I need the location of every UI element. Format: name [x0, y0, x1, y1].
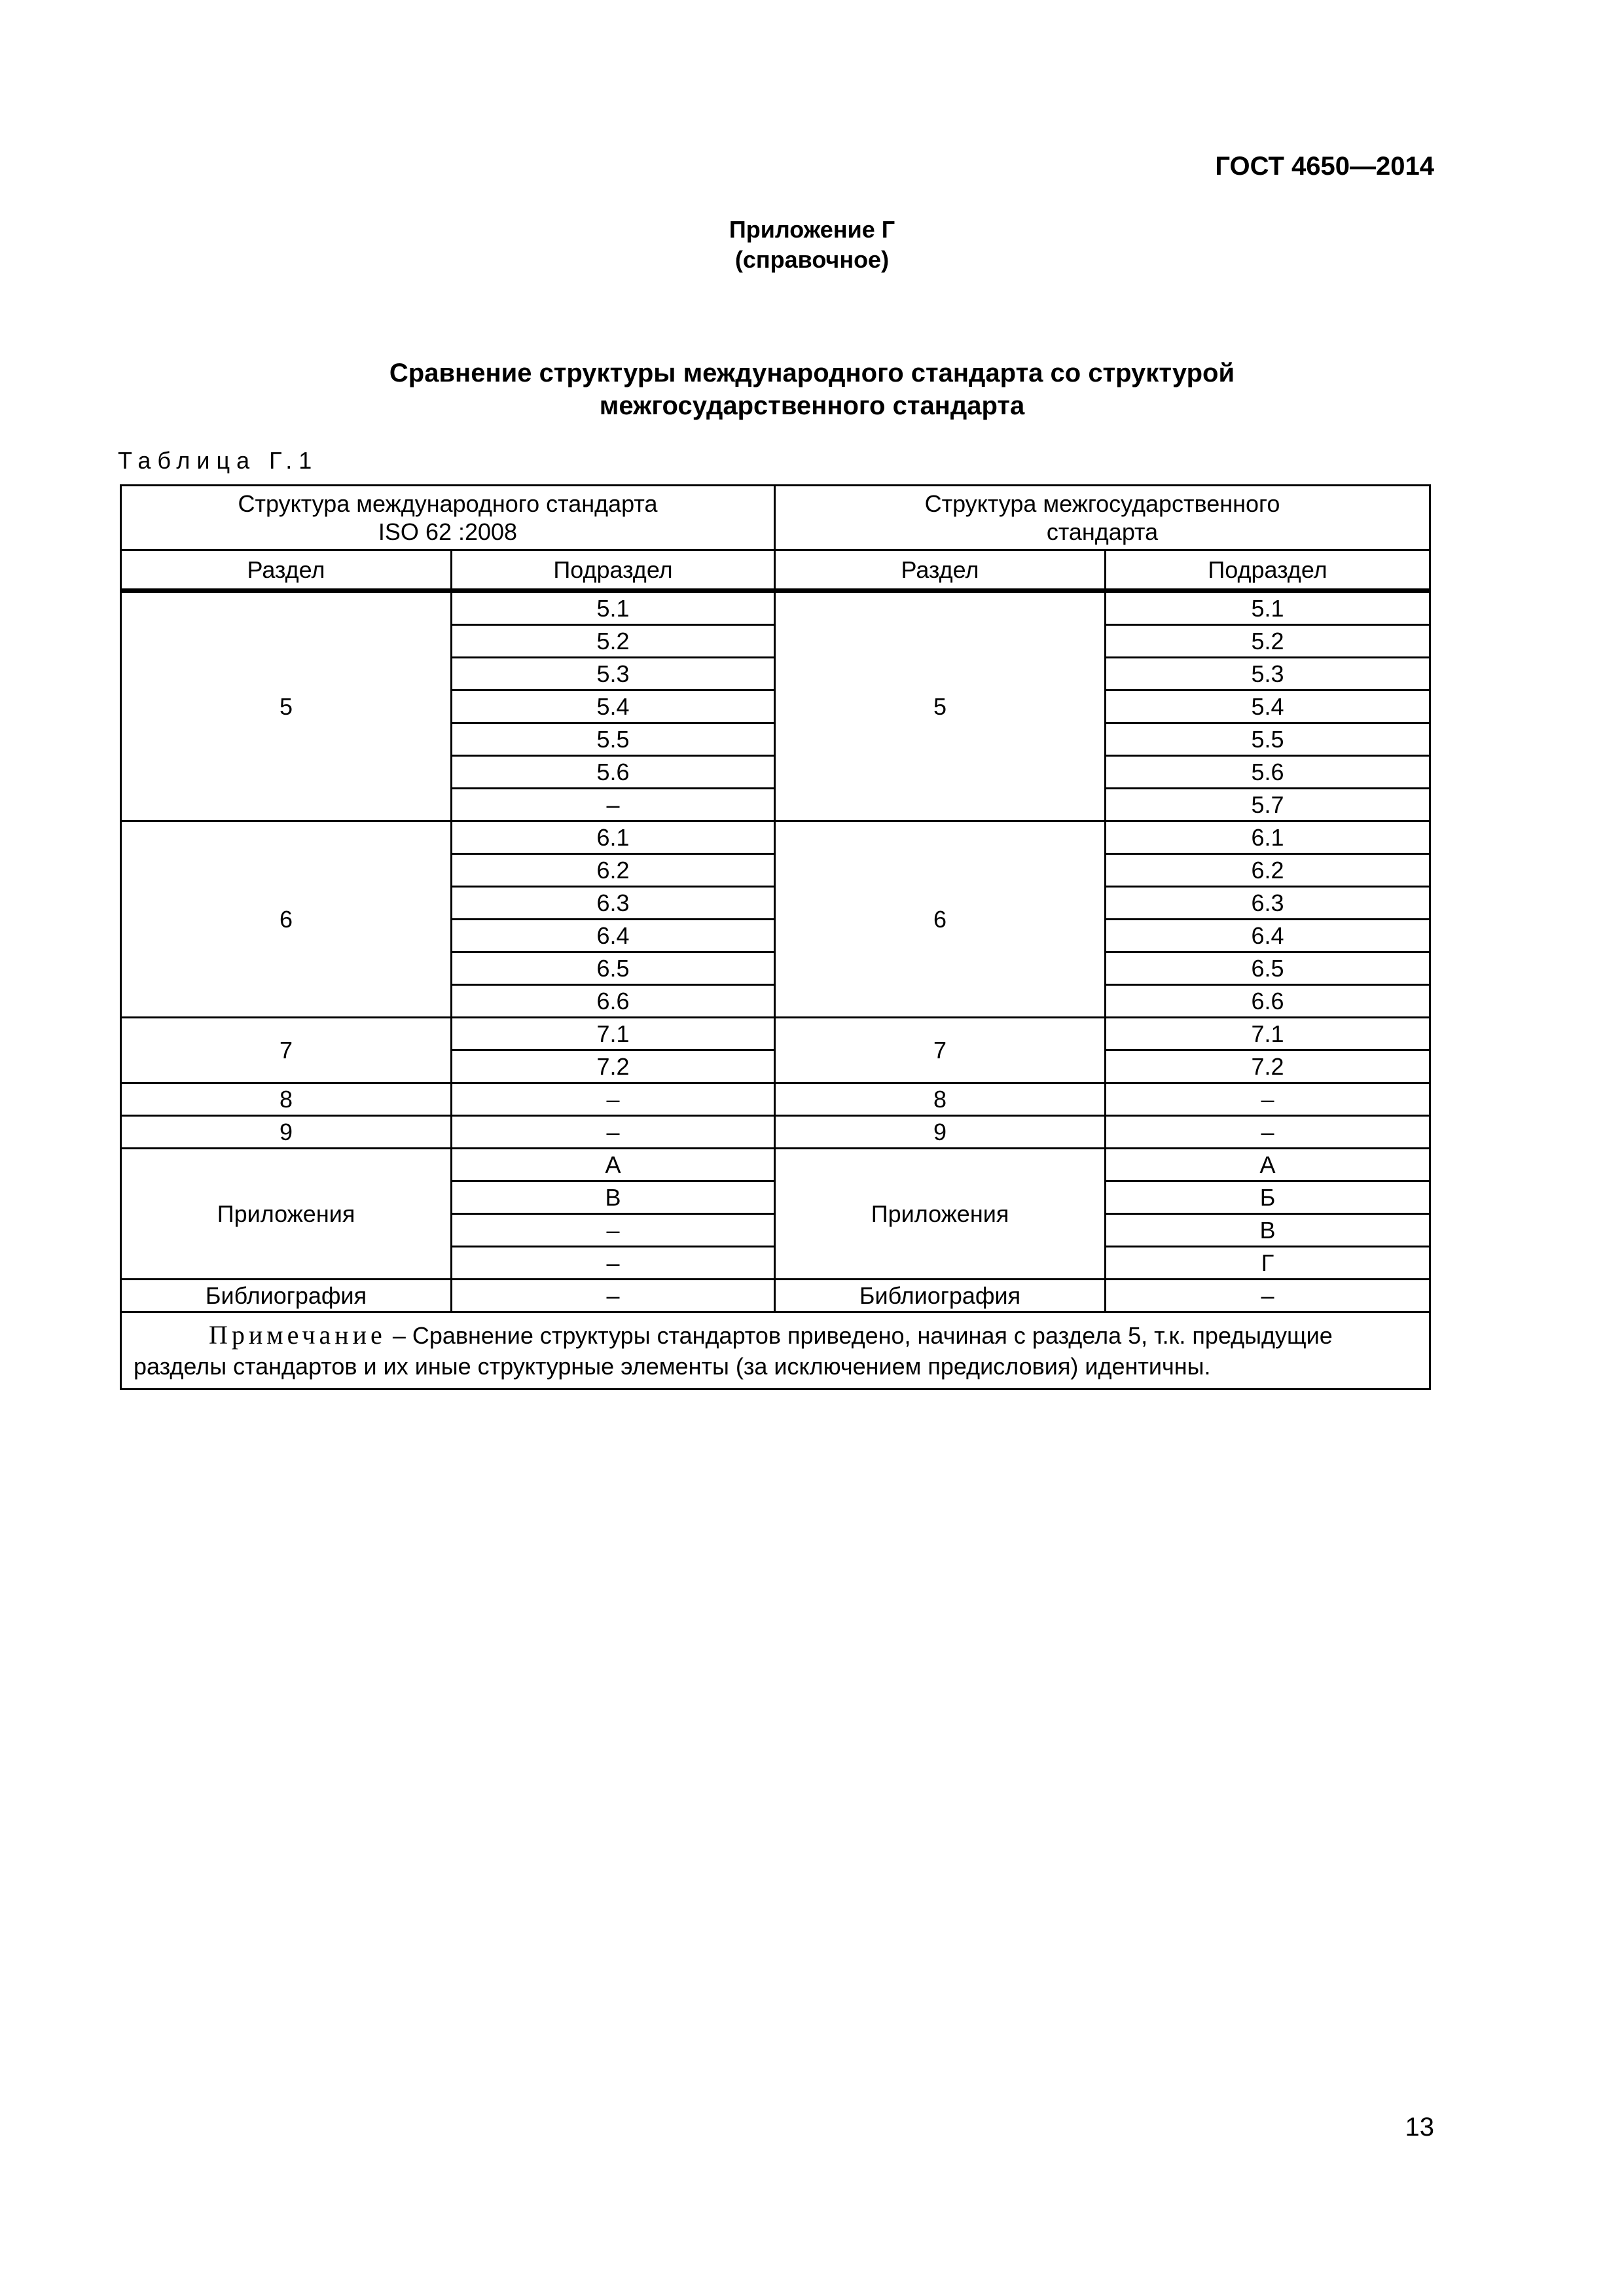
- intl-subsection-cell: 7.1: [452, 1018, 775, 1050]
- page-number: 13: [1405, 2113, 1434, 2142]
- intl-subsection-cell: 6.1: [452, 821, 775, 854]
- table-note-row: [121, 1312, 1430, 1390]
- interstate-subsection-cell: 5.6: [1106, 756, 1430, 789]
- interstate-subsection-cell: 5.3: [1106, 658, 1430, 691]
- table-row: [121, 591, 1430, 625]
- annex-heading: [0, 215, 1624, 275]
- intl-section-cell: 6: [121, 821, 452, 1018]
- table-row: [121, 1018, 1430, 1050]
- interstate-subsection-cell: Г: [1106, 1247, 1430, 1280]
- header-intl-line1: Структура международного стандарта: [238, 490, 658, 517]
- intl-subsection-cell: B: [452, 1181, 775, 1214]
- title-line-2: межгосударственного стандарта: [599, 391, 1025, 420]
- interstate-subsection-cell: 6.2: [1106, 854, 1430, 887]
- table-row: [121, 1149, 1430, 1181]
- interstate-section-cell: Приложения: [775, 1149, 1106, 1280]
- interstate-section-cell: 8: [775, 1083, 1106, 1116]
- interstate-subsection-cell: –: [1106, 1280, 1430, 1312]
- intl-subsection-cell: 5.2: [452, 625, 775, 658]
- header-interstate-structure: [775, 486, 1430, 550]
- interstate-subsection-cell: 6.6: [1106, 985, 1430, 1018]
- intl-section-cell: 7: [121, 1018, 452, 1083]
- intl-subsection-cell: 6.2: [452, 854, 775, 887]
- intl-subsection-cell: 5.3: [452, 658, 775, 691]
- interstate-subsection-cell: –: [1106, 1083, 1430, 1116]
- intl-subsection-cell: A: [452, 1149, 775, 1181]
- header-intl-line2: ISO 62 :2008: [378, 518, 518, 545]
- interstate-subsection-cell: 5.2: [1106, 625, 1430, 658]
- intl-subsection-cell: –: [452, 789, 775, 821]
- intl-section-cell: 9: [121, 1116, 452, 1149]
- interstate-subsection-cell: В: [1106, 1214, 1430, 1247]
- table-label: Таблица Г.1: [118, 447, 319, 474]
- title-line-1: Сравнение структуры международного стандарта со структурой: [389, 359, 1235, 387]
- intl-section-cell: Библиография: [121, 1280, 452, 1312]
- header-section: Раздел: [121, 550, 452, 591]
- interstate-subsection-cell: 5.1: [1106, 591, 1430, 625]
- table-row: [121, 1116, 1430, 1149]
- intl-subsection-cell: –: [452, 1083, 775, 1116]
- interstate-section-cell: 5: [775, 591, 1106, 821]
- intl-subsection-cell: 6.3: [452, 887, 775, 920]
- table-subheader-row: [121, 550, 1430, 591]
- intl-subsection-cell: –: [452, 1116, 775, 1149]
- interstate-subsection-cell: 6.3: [1106, 887, 1430, 920]
- table-row: [121, 1280, 1430, 1312]
- interstate-subsection-cell: 5.4: [1106, 691, 1430, 723]
- interstate-section-cell: 6: [775, 821, 1106, 1018]
- header-subsection: Подраздел: [1106, 550, 1430, 591]
- intl-subsection-cell: 6.6: [452, 985, 775, 1018]
- interstate-subsection-cell: 7.1: [1106, 1018, 1430, 1050]
- note-text: – Сравнение структуры стандартов приведено, начиная с раздела 5, т.к. предыдущие разделы стандартов и их иные структурные элементы (за исключением предисловия) идентичны.: [134, 1322, 1333, 1380]
- intl-subsection-cell: 5.4: [452, 691, 775, 723]
- interstate-section-cell: 7: [775, 1018, 1106, 1083]
- intl-subsection-cell: –: [452, 1280, 775, 1312]
- interstate-subsection-cell: 7.2: [1106, 1050, 1430, 1083]
- interstate-subsection-cell: 6.1: [1106, 821, 1430, 854]
- annex-title: Приложение Г: [729, 216, 895, 243]
- interstate-subsection-cell: 6.4: [1106, 920, 1430, 952]
- interstate-subsection-cell: Б: [1106, 1181, 1430, 1214]
- interstate-subsection-cell: 5.7: [1106, 789, 1430, 821]
- intl-subsection-cell: 6.5: [452, 952, 775, 985]
- intl-subsection-cell: 5.5: [452, 723, 775, 756]
- header-interstate-line1: Структура межгосударственного: [924, 490, 1280, 517]
- intl-section-cell: 5: [121, 591, 452, 821]
- comparison-table: [120, 484, 1431, 1390]
- intl-section-cell: 8: [121, 1083, 452, 1116]
- interstate-subsection-cell: –: [1106, 1116, 1430, 1149]
- table-header-row: [121, 486, 1430, 550]
- interstate-subsection-cell: 6.5: [1106, 952, 1430, 985]
- intl-subsection-cell: 6.4: [452, 920, 775, 952]
- interstate-subsection-cell: 5.5: [1106, 723, 1430, 756]
- standard-designation: ГОСТ 4650—2014: [1215, 152, 1434, 181]
- header-section: Раздел: [775, 550, 1106, 591]
- header-subsection: Подраздел: [452, 550, 775, 591]
- interstate-section-cell: 9: [775, 1116, 1106, 1149]
- header-intl-structure: [121, 486, 775, 550]
- intl-subsection-cell: 5.1: [452, 591, 775, 625]
- table-row: [121, 821, 1430, 854]
- interstate-section-cell: Библиография: [775, 1280, 1106, 1312]
- note-label: Примечание: [209, 1320, 386, 1350]
- intl-subsection-cell: 5.6: [452, 756, 775, 789]
- document-title: [0, 357, 1624, 422]
- intl-subsection-cell: 7.2: [452, 1050, 775, 1083]
- table-body: [121, 591, 1430, 1312]
- intl-subsection-cell: –: [452, 1214, 775, 1247]
- intl-subsection-cell: –: [452, 1247, 775, 1280]
- interstate-subsection-cell: А: [1106, 1149, 1430, 1181]
- intl-section-cell: Приложения: [121, 1149, 452, 1280]
- header-interstate-line2: стандарта: [1046, 518, 1159, 545]
- table-row: [121, 1083, 1430, 1116]
- annex-type: (справочное): [734, 246, 890, 273]
- table-note: [121, 1312, 1430, 1390]
